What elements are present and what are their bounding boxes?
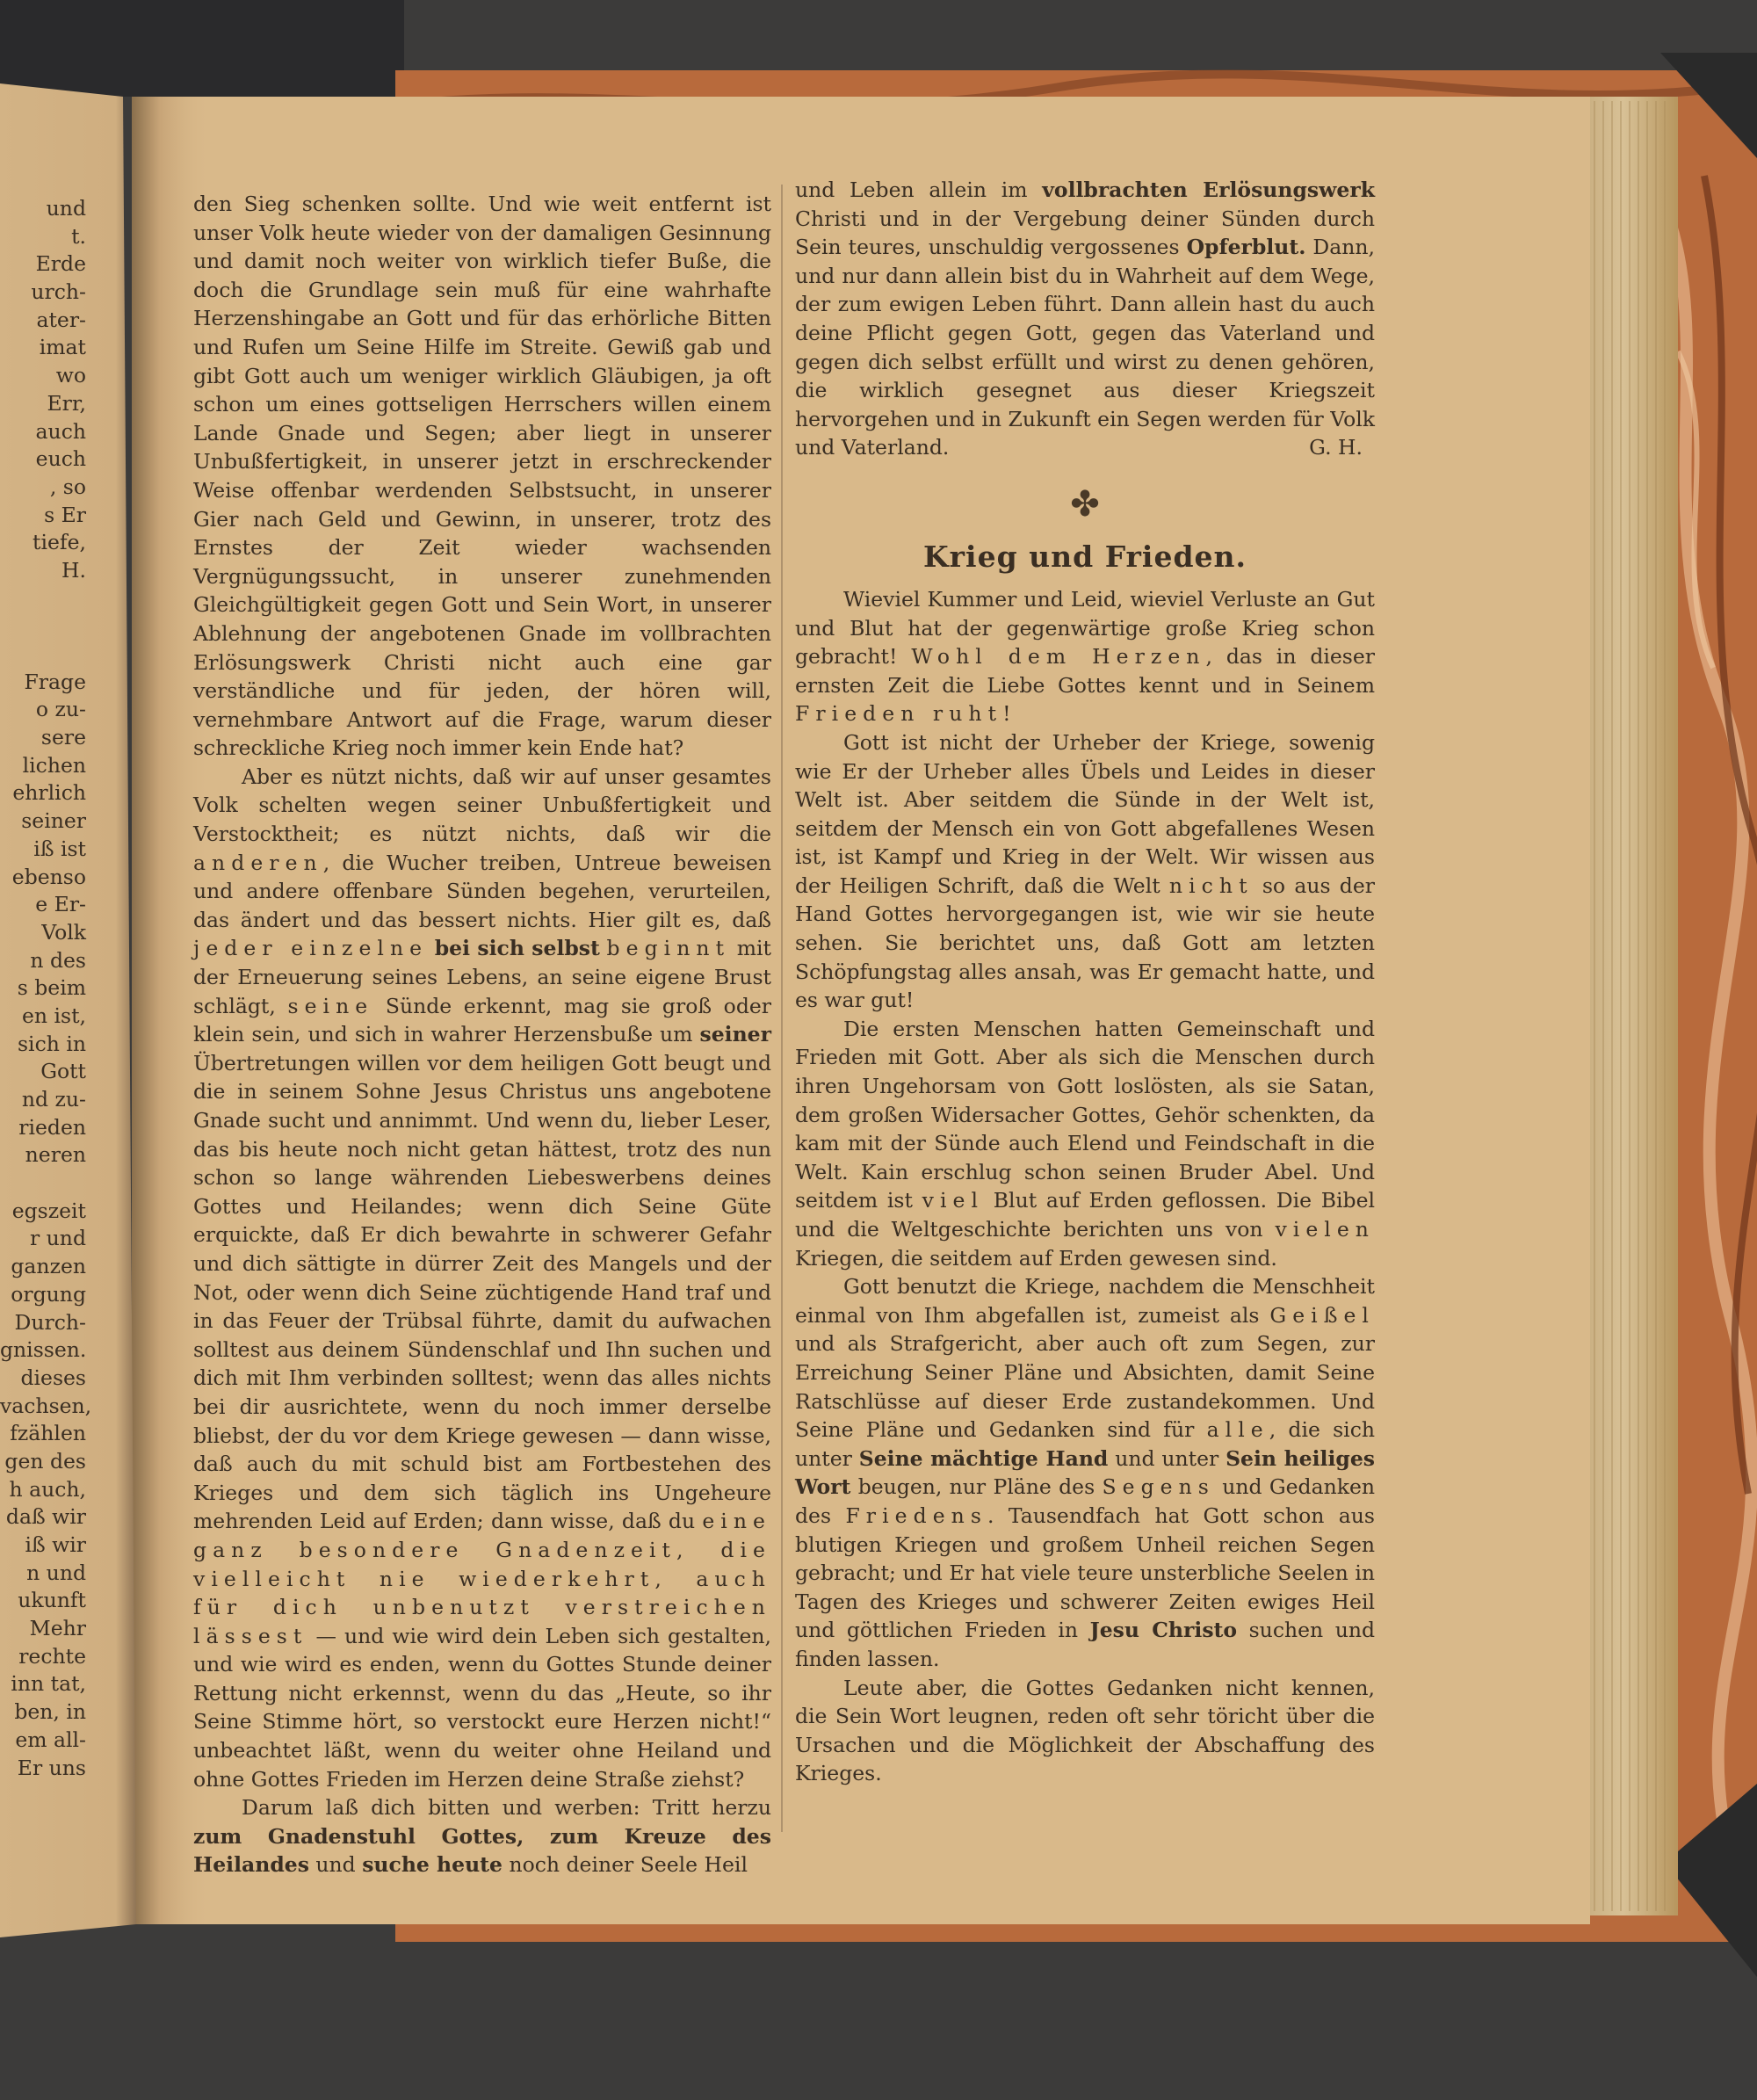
text-line: iß wir	[25, 1532, 86, 1557]
text-line: r und	[29, 1226, 86, 1251]
text-line: gnissen.	[0, 1337, 87, 1363]
text-line: nd zu-	[21, 1087, 86, 1112]
paragraph: Gott benutzt die Kriege, nachdem die Menschheit einmal von Ihm abgefallen ist, zumeist als Geißel und als Strafgericht, aber auch oft zum Segen, zur Erreichung Seiner Pläne und Absichten, damit Seine Ratschlüsse auf dieser Erde zustandekommen. Und Seine Pläne und Gedanken sind für alle, die sich unter Seine mächtige Hand und unter Sein heiliges Wort beugen, nur Pläne des Segens und Gedanken des Friedens. Tausendfach hat Gott schon aus blutigen Kriegen und großem Unheil reichen Segen gebracht; und Er hat viele teure unsterbliche Seelen in Tagen des Krieges und schwerer Zeiten ewiges Heil und göttlichen Frieden in Jesu Christo suchen und finden lassen.	[795, 1274, 1376, 1671]
text-line: sere	[40, 725, 86, 750]
text-line: s beim	[17, 975, 86, 1001]
text-line: seiner	[21, 808, 86, 834]
paragraph: Darum laß dich bitten und werben: Tritt herzu zum Gnadenstuhl Gottes, zum Kreuze des Heilandes und suche heute noch deiner Seele Heil	[193, 1795, 771, 1878]
text-line: Err,	[47, 390, 86, 416]
paragraph: den Sieg schenken sollte. Und wie weit entfernt ist unser Volk heute wieder von der damaligen Gesinnung und damit noch weiter von wirklich tiefer Buße, die doch die Grundlage sein muß für eine wahrhafte Herzenshingabe an Gott und für das erhörliche Bitten und Rufen um Seine Hilfe im Streite. Gewiß gab und gibt Gott auch um weniger wirklich Gläubigen, ja oft schon um eines gottseligen Herrschers willen einem Lande Gnade und Segen; aber liegt in unserer Unbußfertigkeit, in unserer jetzt in erschreckender Weise offenbar werdenden Selbstsucht, in unserer Gier nach Geld und Gewinn, in unserer, trotz des Ernstes der Zeit wieder wachsenden Vergnügungssucht, in unserer zunehmenden Gleichgültigkeit gegen Gott und Sein Wort, in unserer Ablehnung der angebotenen Gnade im vollbrachten Erlösungswerk Christi nicht auch eine gar verständliche und für jeden, der hören will, vernehmbare Antwort auf die Frage, warum dieser schreckliche Krieg noch immer kein Ende hat?	[193, 192, 771, 761]
text-line: rieden	[18, 1114, 86, 1140]
text-line: n des	[30, 947, 86, 973]
text-line: ganzen	[11, 1254, 86, 1279]
paragraph: Leute aber, die Gottes Gedanken nicht kennen, die Sein Wort leugnen, reden oft sehr töricht über die Ursachen und die Möglichkeit der Abschaffung des Krieges.	[795, 1675, 1375, 1786]
text-line: Volk	[41, 919, 86, 945]
text-line: inn tat,	[11, 1671, 86, 1697]
text-line: wo	[55, 363, 86, 388]
text-line: n und	[26, 1560, 86, 1585]
text-line: vachsen,	[0, 1393, 92, 1418]
paragraph: Wieviel Kummer und Leid, wieviel Verluste an Gut und Blut hat der gegenwärtige große Krieg schon gebracht! Wohl dem Herzen, das in dieser ernsten Zeit die Liebe Gottes kennt und in Seinem Frieden ruht!	[795, 586, 1375, 727]
right-text-column	[795, 176, 1375, 1845]
line-gap	[0, 1169, 86, 1198]
text-line: urch-	[31, 279, 86, 305]
text-line: Er uns	[17, 1755, 86, 1780]
paragraph: Gott ist nicht der Urheber der Kriege, sowenig wie Er der Urheber alles Übels und Leides in dieser Welt ist. Aber seitdem die Sünde in der Welt ist, seitdem der Mensch ein von Gott abgefallenes Wesen ist, ist Kampf und Krieg in der Welt. Wir wissen aus der Heiligen Schrift, daß die Welt nicht so aus der Hand Gottes hervorgegangen ist, wie wir sie heute sehen. Sie berichtet uns, daß Gott am letzten Schöpfungstag alles ansah, was Er gemacht hatte, und es war gut!	[795, 729, 1375, 1013]
text-line: H.	[61, 557, 86, 583]
text-line: e Er-	[35, 892, 86, 917]
text-line: ehrlich	[12, 780, 86, 806]
text-line: o zu-	[35, 697, 86, 722]
text-line: und	[46, 196, 86, 221]
left-text-column	[193, 190, 772, 1878]
text-line: tiefe,	[33, 530, 86, 555]
text-line: Gott	[40, 1059, 86, 1084]
text-line: t.	[71, 223, 86, 249]
paragraph: Die ersten Menschen hatten Gemeinschaft und Frieden mit Gott. Aber als sich die Menschen durch ihren Ungehorsam von Gott loslösten, als sie Satan, dem großen Widersacher Gottes, Gehör schenkten, da kam mit der Sünde auch Elend und Feindschaft in die Welt. Kain erschlug schon seinen Bruder Abel. Und seitdem ist viel Blut auf Erden geflossen. Die Bibel und die Weltgeschichte berichten uns von vielen Kriegen, die seitdem auf Erden gewesen sind.	[795, 1016, 1376, 1271]
previous-page-column	[0, 195, 92, 1865]
author-signature: G. H.	[1309, 435, 1363, 460]
text-line: Frage	[24, 669, 86, 694]
text-line: ukunft	[18, 1588, 86, 1613]
text-line: auch	[35, 418, 86, 444]
text-line: Durch-	[14, 1309, 86, 1335]
paragraph: und Leben allein im vollbrachten Erlösungswerk Christi und in der Vergebung deiner Sünden durch Sein teures, unschuldig vergossenes Opferblut. Dann, und nur dann allein bist du in Wahrheit auf dem Wege, der zum ewigen Leben führt. Dann allein hast du auch deine Pflicht gegen Gott, gegen das Vaterland und gegen dich selbst erfüllt und wirst zu denen gehören, die wirklich gesegnet aus dieser Kriegszeit hervorgehen und in Zukunft ein Segen werden für Volk und Vaterland. G. H.	[795, 176, 1375, 462]
text-line: h auch,	[9, 1476, 86, 1502]
text-line: s Er	[44, 502, 86, 527]
text-line: sich in	[18, 1031, 86, 1056]
text-line: fzählen	[10, 1421, 86, 1446]
text-line: iß ist	[33, 836, 86, 861]
text-line: neren	[25, 1142, 86, 1168]
text-line: gen des	[4, 1448, 86, 1474]
line-gap	[0, 585, 86, 613]
text-line: Erde	[35, 251, 86, 277]
paragraph: Aber es nützt nichts, daß wir auf unser gesamtes Volk schelten wegen seiner Unbußfertigkeit und Verstocktheit; es nützt nichts, daß wir die anderen, die Wucher treiben, Untreue beweisen und andere offenbare Sünden begehen, verurteilen, das ändert und das bessert nichts. Hier gilt es, daß jeder einzelne bei sich selbst beginnt mit der Erneuerung seines Lebens, an seine eigene Brust schlägt, seine Sünde erkennt, mag sie groß oder klein sein, und sich in wahrer Herzensbuße um seiner Übertretungen willen vor dem heiligen Gott beugt und die in seinem Sohne Jesus Christus uns angebotene Gnade sucht und annimmt. Und wenn du, lieber Leser, das bis heute noch nicht getan hättest, trotz des nun schon so lange währenden Liebeswerbens deines Gottes und Heilandes; wenn dich Seine Güte erquickte, daß Er dich bewahrte in schwerer Gefahr und dich sättigte in dürrer Zeit des Mangels und der Not, oder wenn dich Seine züchtigende Hand traf und in das Feuer der Trübsal führte, damit du aufwachen solltest aus deinem Sündenschlaf und Ihn suchen und dich mit Ihm verbinden solltest; wenn das alles nichts bei dir ausrichtete, wenn du noch immer derselbe bliebst, der du vor dem Kriege gewesen — dann wisse, daß auch du mit schuld bist am Fortbestehen des Krieges und dem sich täglich ins Ungeheure mehrenden Leid auf Erden; dann wisse, daß du eine ganz besondere Gnadenzeit, die vielleicht nie wiederkehrt, auch für dich unbenutzt verstreichen lässest — und wie wird dein Leben sich gestalten, und wie wird es enden, wenn du Gottes Stunde deiner Rettung nicht erkennst, wenn du das „Heute, so ihr Seine Stimme hört, so verstockt eure Herzen nicht!“ unbeachtet läßt, wenn du weiter ohne Heiland und ohne Gottes Frieden im Herzen deine Straße ziehst?	[193, 764, 772, 1792]
text-line: daß wir	[5, 1504, 86, 1530]
text-line: en ist,	[21, 1003, 86, 1028]
text-line: lichen	[22, 752, 86, 778]
article-title: Krieg und Frieden.	[922, 539, 1247, 574]
text-line: euch	[35, 446, 86, 472]
text-line: imat	[39, 335, 86, 360]
text-line: rechte	[18, 1643, 86, 1669]
text-line: ater-	[36, 307, 86, 332]
text-line: egszeit	[11, 1198, 86, 1223]
line-gap	[0, 612, 86, 641]
text-line: dieses	[20, 1365, 86, 1390]
ornament-icon: ✤	[1070, 483, 1100, 525]
text-line: ebenso	[11, 864, 86, 889]
text-line: em all-	[15, 1727, 86, 1752]
line-gap	[0, 641, 86, 669]
binding-cloth	[0, 0, 404, 97]
text-line: , so	[49, 474, 86, 499]
text-line: Mehr	[29, 1616, 86, 1641]
text-line: ben, in	[14, 1699, 86, 1725]
text-line: orgung	[11, 1281, 86, 1307]
